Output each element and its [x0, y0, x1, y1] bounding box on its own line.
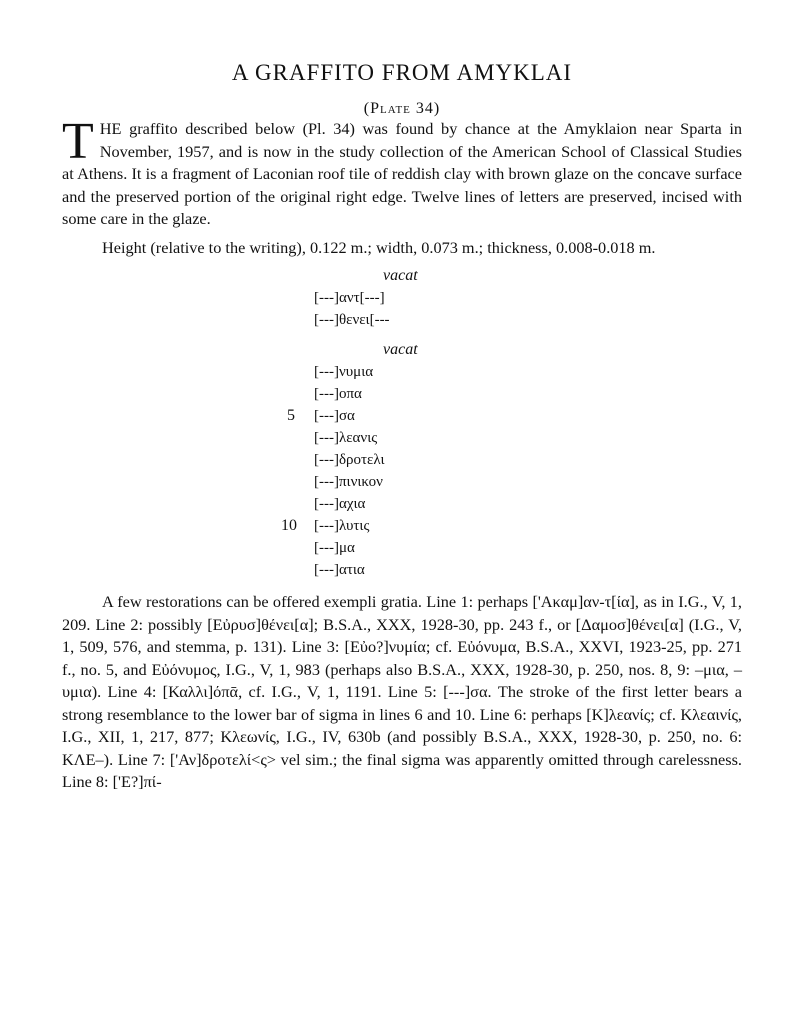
inscription-line: [---]σα — [314, 408, 355, 424]
article-title: A GRAFFITO FROM AMYKLAI — [231, 60, 573, 85]
commentary-paragraph: A few restorations can be offered exempli gratia. Line 1: perhaps ['Ακαμ]αν-τ[ία], as in I.G., V, 1, 209. Line 2: possibly [Εὐρυσ]θένει[α]; B.S.A., XXX, 1928-30, pp. 243 f., or [Δαμοσ]θένει[α] (I.G., V, 1, 509, 576, and stemma, p. 131). Line 3: [Εὐο?]νυμία; cf. Εὐόνυμα, B.S.A., XXVI, 1923-25, pp. 271 f., no. 5, and Εὐόνυμος, I.G., V, 1, 983 (perhaps also B.S.A., XXX, 1928-30, p. 250, nos. 8, 9: –μια, –υμια). Line 4: [Καλλι]όπᾱ, cf. I.G., V, 1, 1191. Line 5: [---]σα. The stroke of the first letter bears a strong resemblance to the lower bar of sigma in lines 6 and 10. Line 6: perhaps [Κ]λεανίς; cf. Κλεαινίς, I.G., XII, 1, 217, 877; Κλεωνίς, I.G., IV, 630b (and possibly B.S.A., XXX, 1928-30, p. 250, no. 6: ΚΛΕ–). Line 7: ['Αν]δροτελί<ς> vel sim.; the final sigma was apparently omitted through carelessness. Line 8: ['Ε?]πί- — [62, 592, 742, 791]
plate-word: Plate — [370, 100, 411, 117]
inscription-line: [---]νυμια — [314, 364, 374, 380]
inscription-line: [---]πινικον — [314, 474, 383, 490]
inscription-line: [---]λεανις — [314, 430, 378, 446]
line-number: 10 — [281, 517, 297, 534]
plate-open: ( — [363, 100, 371, 117]
inscription-line: [---]λυτις — [314, 518, 370, 534]
vacat-label: vacat — [383, 267, 418, 284]
vacat-label: vacat — [383, 341, 418, 358]
article — [62, 58, 742, 794]
inscription-line: [---]μα — [314, 540, 355, 556]
drop-cap: T — [62, 113, 94, 170]
dimensions-paragraph: Height (relative to the writing), 0.122 m.; width, 0.073 m.; thickness, 0.008-0.018 m. — [102, 237, 656, 257]
plate-reference — [62, 100, 742, 118]
plate-number: 34) — [410, 100, 441, 117]
inscription-line: [---]αντ[---] — [314, 290, 385, 306]
inscription-line: [---]δροτελι — [314, 452, 385, 468]
inscription-line: [---]αχια — [314, 496, 366, 512]
inscription-block — [62, 265, 742, 578]
intro-paragraph — [62, 113, 742, 231]
inscription-line: [---]οπα — [314, 386, 362, 402]
inscription-line: [---]θενει[--- — [314, 312, 390, 328]
line-number: 5 — [287, 407, 295, 424]
inscription-line: [---]ατια — [314, 562, 365, 578]
intro-text: HE graffito described below (Pl. 34) was found by chance at the Amyklaion near Sparta in November, 1957, and is now in the study collection of the American School of Classical Studies at Athens. It is a fragment of Laconian roof tile of reddish clay with brown glaze on the concave surface and the preserved portion of the original right edge. Twelve lines of letters are preserved, incised with some care in the glaze. — [62, 119, 742, 228]
